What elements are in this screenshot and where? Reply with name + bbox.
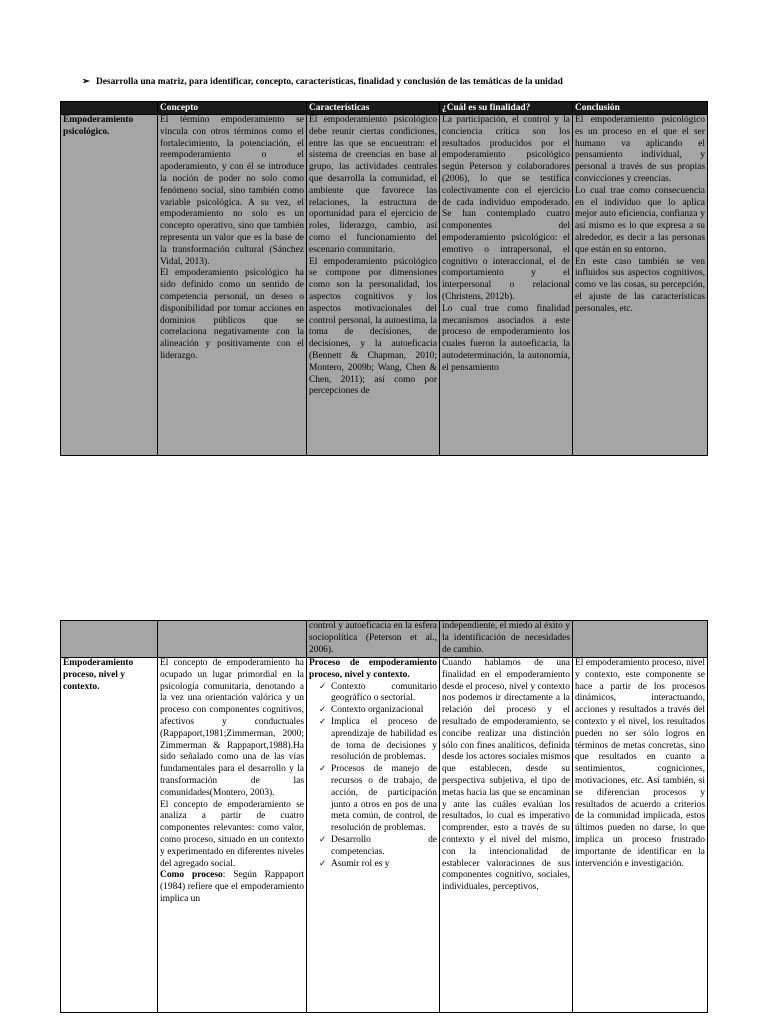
cell-conclusion [573,115,708,456]
como-proceso-text: : Según Rappaport (1984) refiere que el empoderamiento implica un [160,870,304,904]
header-empty [61,102,158,115]
header-conclusion: Conclusión [573,102,708,115]
cell-finalidad: Cuando hablamos de una finalidad en el empoderamiento desde el proceso, nivel y contexto nos podemos ir directamente a la relación del proceso y el resultado de empoderamiento, se concibe realizar una distinción sólo con fines analíticos, definida desde los actores sociales mismos que establecen, desde su perspectiva subjetiva, el tipo de metas hacia las que se encaminan y ante las cuáles evalúan los resultados, lo cual es imperativo comprender, esto a través de su contexto y el nivel del mismo, con la intencionalidad de establecer valoraciones de sus componentes cognitivo, sociales, individuales, perceptivos, [440,658,573,1013]
paragraph: El empoderamiento psicológico ha sido definido como un sentido de competencia personal, un deseo o disponibilidad por tomar acciones en dominios públicos que se correlaciona negativamente con la alineación y positivamente con el liderazgo. [160,268,304,361]
paragraph: Lo cual trae como finalidad mecanismos asociados a este proceso de empoderamiento los cuales fueron la autoeficacia, la autodeterminación, la autonomía, el pensamiento [442,303,570,373]
cell-empty [158,621,307,658]
cell-conclusion: El empoderamiento proceso, nivel y contexto, este componente se hace a partir de los procesos dinámicos, interactuando, acciones y resultados a través del contexto y el nivel, los resultados pueden no ser sólo logros en términos de metas concretas, sino que resultados en cuanto a sentimientos, cogniciones, motivaciones, etc. Así también, si se diferencian procesos y resultados de acuerdo a criterios de la comunidad implicada, estos últimos pueden no darse, lo que implica un proceso frustrado importante de identificar en la intervención e investigación. [573,658,708,1013]
cell-empty [61,621,158,658]
continuation-row [61,621,708,658]
paragraph: El término empoderamiento se vincula con otros términos como el fortalecimiento, la potenciación, el reempoderamiento o el apoderamiento, y con él se introduce la noción de poder no solo como fenómeno social, sino también como variable psicológica. A su vez, el empoderamiento no solo es un concepto operativo, sino que también representa un valor que es la base de la transformación cultural (Sánchez Vidal, 2013). [160,115,304,267]
cell-finalidad-cont: independiente, el miedo al éxito y la identificación de necesidades de cambio. [440,621,573,658]
check-list [309,682,437,871]
paragraph: En este caso también se ven influidos sus aspectos cognitivos, como ve las cosas, su percepción, el ajuste de las características personales, etc. [575,256,705,314]
paragraph: El concepto de empoderamiento se analiza a partir de cuatro componentes relevantes: como valor, como proceso, situado en un contexto y experimentado en diferentes niveles del agregado social. [160,799,304,869]
instruction-text: Desarrolla una matriz, para identificar, concepto, características, finalidad y conclusión de las temáticas de la unidad [96,77,563,87]
cell-empty [573,621,708,658]
cell-caracteristicas-cont: control y autoeficacia en la esfera sociopolítica (Peterson et al., 2006). [307,621,440,658]
paragraph: La participación, el control y la conciencia crítica son los resultados producidos por el empoderamiento psicológico según Peterson y colaboradores (2006), lo que se testifica colectivamente con el ejercicio de cada individuo empoderado. Se han contemplado cuatro componentes del empoderamiento psicológico: el emotivo o intrapersonal, el cognitivo o interaccional, el de comportamiento y el interpersonal o relacional (Christens, 2012b). [442,115,570,302]
cell-caracteristicas [307,115,440,456]
paragraph: Lo cual trae como consecuencia en el individuo que lo aplica mejor auto eficiencia, confianza y así mismo es lo que expresa a su alrededor, es decir a las personas que están en su entorno. [575,185,705,255]
cell-caracteristicas [307,658,440,1013]
paragraph [160,870,304,905]
row-empoderamiento-psicologico [61,115,708,456]
instruction-line [82,76,702,87]
header-concepto: Concepto [158,102,307,115]
check-item: ✓ Implica el proceso de aprendizaje de habilidad es de toma de decisiones y resolución de problemas. [319,717,437,764]
row-empoderamiento-proceso [61,658,708,1013]
check-item: ✓ Contexto organizacional [319,705,437,717]
paragraph: El empoderamiento psicológico debe reunir ciertas condiciones, entre las que se encuentran: el sistema de creencias en base al grupo, las actividades centrales que desarrolla la comunidad, el ambiente que favorece las relaciones, la estructura de oportunidad para el ejercicio de roles, liderazgo, cambio, así como el funcionamiento del escenario comunitario. [309,115,437,255]
header-caracteristicas: Características [307,102,440,115]
paragraph: El concepto de empoderamiento ha ocupado un lugar primordial en la psicología comunitaria, denotando a la vez una orientación valórica y un proceso con componentes cognitivos, afectivos y conductuales (Rappaport,1981;Zimmerman, 2000; Zimmerman & Rappaport,1988).Ha sido señalado como una de las vías fundamentales para el desarrollo y la transformación de las comunidades(Montero, 2003). [160,658,304,798]
arrow-bullet-icon: ➢ [82,77,90,87]
cell-concepto [158,115,307,456]
row-label: Empoderamiento proceso, nivel y contexto. [61,658,158,1013]
cell-concepto [158,658,307,1013]
matrix-table-2 [60,620,708,1013]
row-label: Empoderamiento psicológico. [61,115,158,456]
matrix-table-1 [60,101,708,456]
caracteristicas-title: Proceso de empoderamiento proceso, nivel y contexto. [309,658,437,680]
paragraph: El empoderamiento psicológico es un proceso en el que el ser humano va aplicando el pensamiento individual, y personal a través de sus propias convicciones y creencias. [575,115,705,184]
check-item: ✓ Asumir rol es y [319,859,437,871]
paragraph: El empoderamiento psicológico se compone por dimensiones como son la personalidad, los aspectos cognitivos y los aspectos motivacionales del control personal, la autoestima, la toma de decisiones, de decisiones, y la autoeficacia (Bennett & Chapman, 2010; Montero, 2009b; Wang, Chen & Chen, 2011); así como por percepciones de [309,256,437,397]
check-item: ✓ Procesos de manejo de recursos o de trabajo, de acción, de participación junto a otros en pos de una meta común, de control, de resolución de problemas. [319,764,437,835]
header-finalidad: ¿Cuál es su finalidad? [440,102,573,115]
check-item: ✓ Desarrollo de competencias. [319,835,437,859]
como-proceso-label: Como proceso [160,870,223,881]
check-item: ✓ Contexto comunitario geográfico o sectorial. [319,682,437,706]
header-row [61,102,708,115]
cell-finalidad [440,115,573,456]
